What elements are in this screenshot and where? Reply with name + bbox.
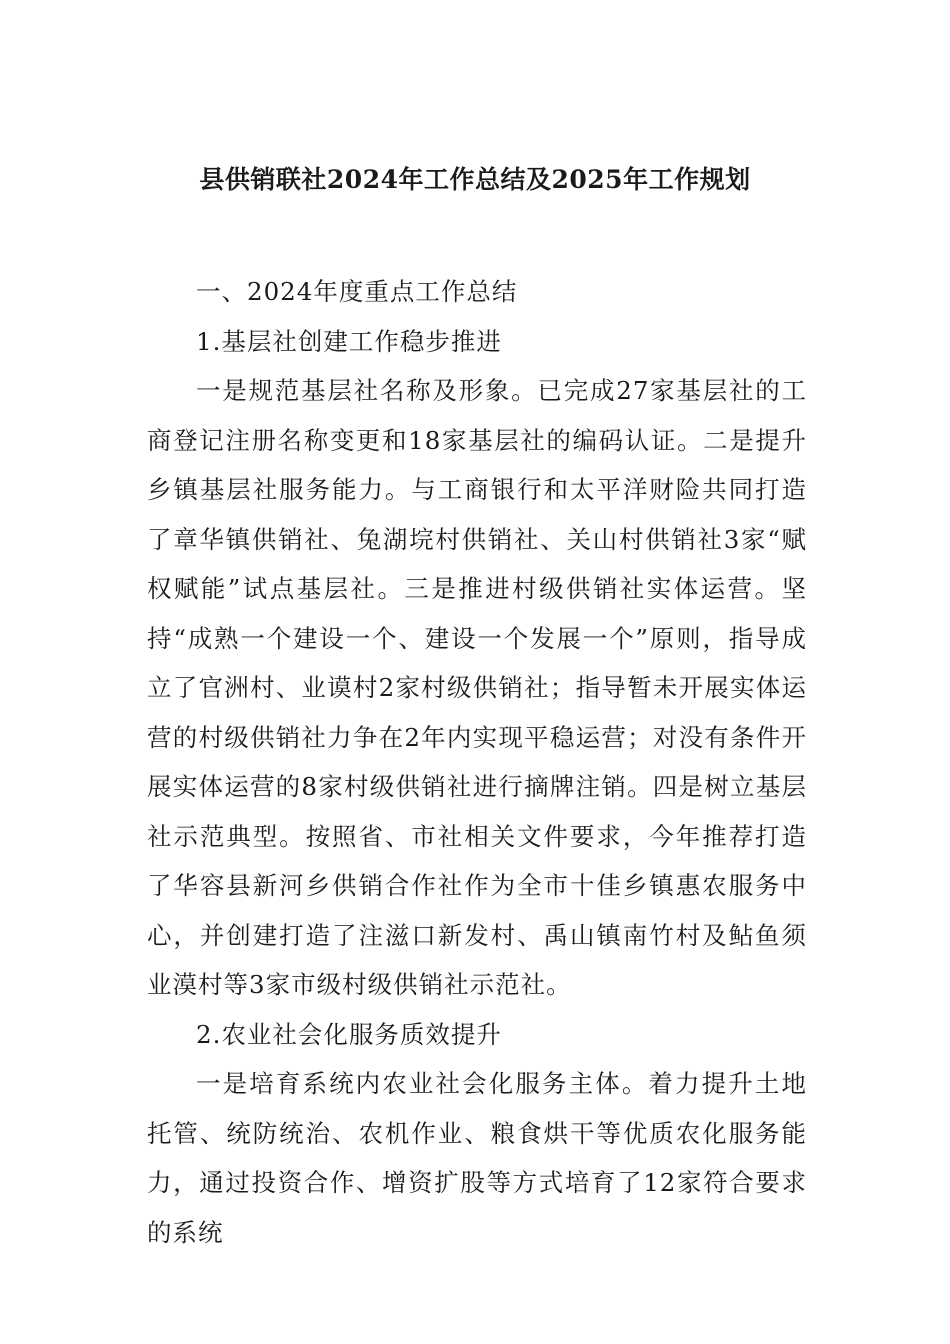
- subsection-heading-2: 2.农业社会化服务质效提升: [196, 1019, 502, 1049]
- document-body: [147, 267, 807, 1257]
- section-heading-1: 一、2024年度重点工作总结: [196, 277, 518, 306]
- body-paragraph-2: 一是培育系统内农业社会化服务主体。着力提升土地托管、统防统治、农机作业、粮食烘干等优质农化服务能力，通过投资合作、增资扩股等方式培育了12家符合要求的系统: [147, 1069, 807, 1247]
- body-paragraph-1: 一是规范基层社名称及形象。已完成27家基层社的工商登记注册名称变更和18家基层社的编码认证。二是提升乡镇基层社服务能力。与工商银行和太平洋财险共同打造了章华镇供销社、兔湖垸村供销社、关山村供销社3家“赋权赋能”试点基层社。三是推进村级供销社实体运营。坚持“成熟一个建设一个、建设一个发展一个”原则，指导成立了官洲村、业谟村2家村级供销社；指导暂未开展实体运营的村级供销社力争在2年内实现平稳运营；对没有条件开展实体运营的8家村级供销社进行摘牌注销。四是树立基层社示范典型。按照省、市社相关文件要求，今年推荐打造了华容县新河乡供销合作社作为全市十佳乡镇惠农服务中心，并创建打造了注滋口新发村、禹山镇南竹村及鲇鱼须业漠村等3家市级村级供销社示范社。: [147, 376, 807, 999]
- subsection-heading-1: 1.基层社创建工作稳步推进: [196, 326, 502, 356]
- document-title: 县供销联社2024年工作总结及2025年工作规划: [199, 165, 751, 194]
